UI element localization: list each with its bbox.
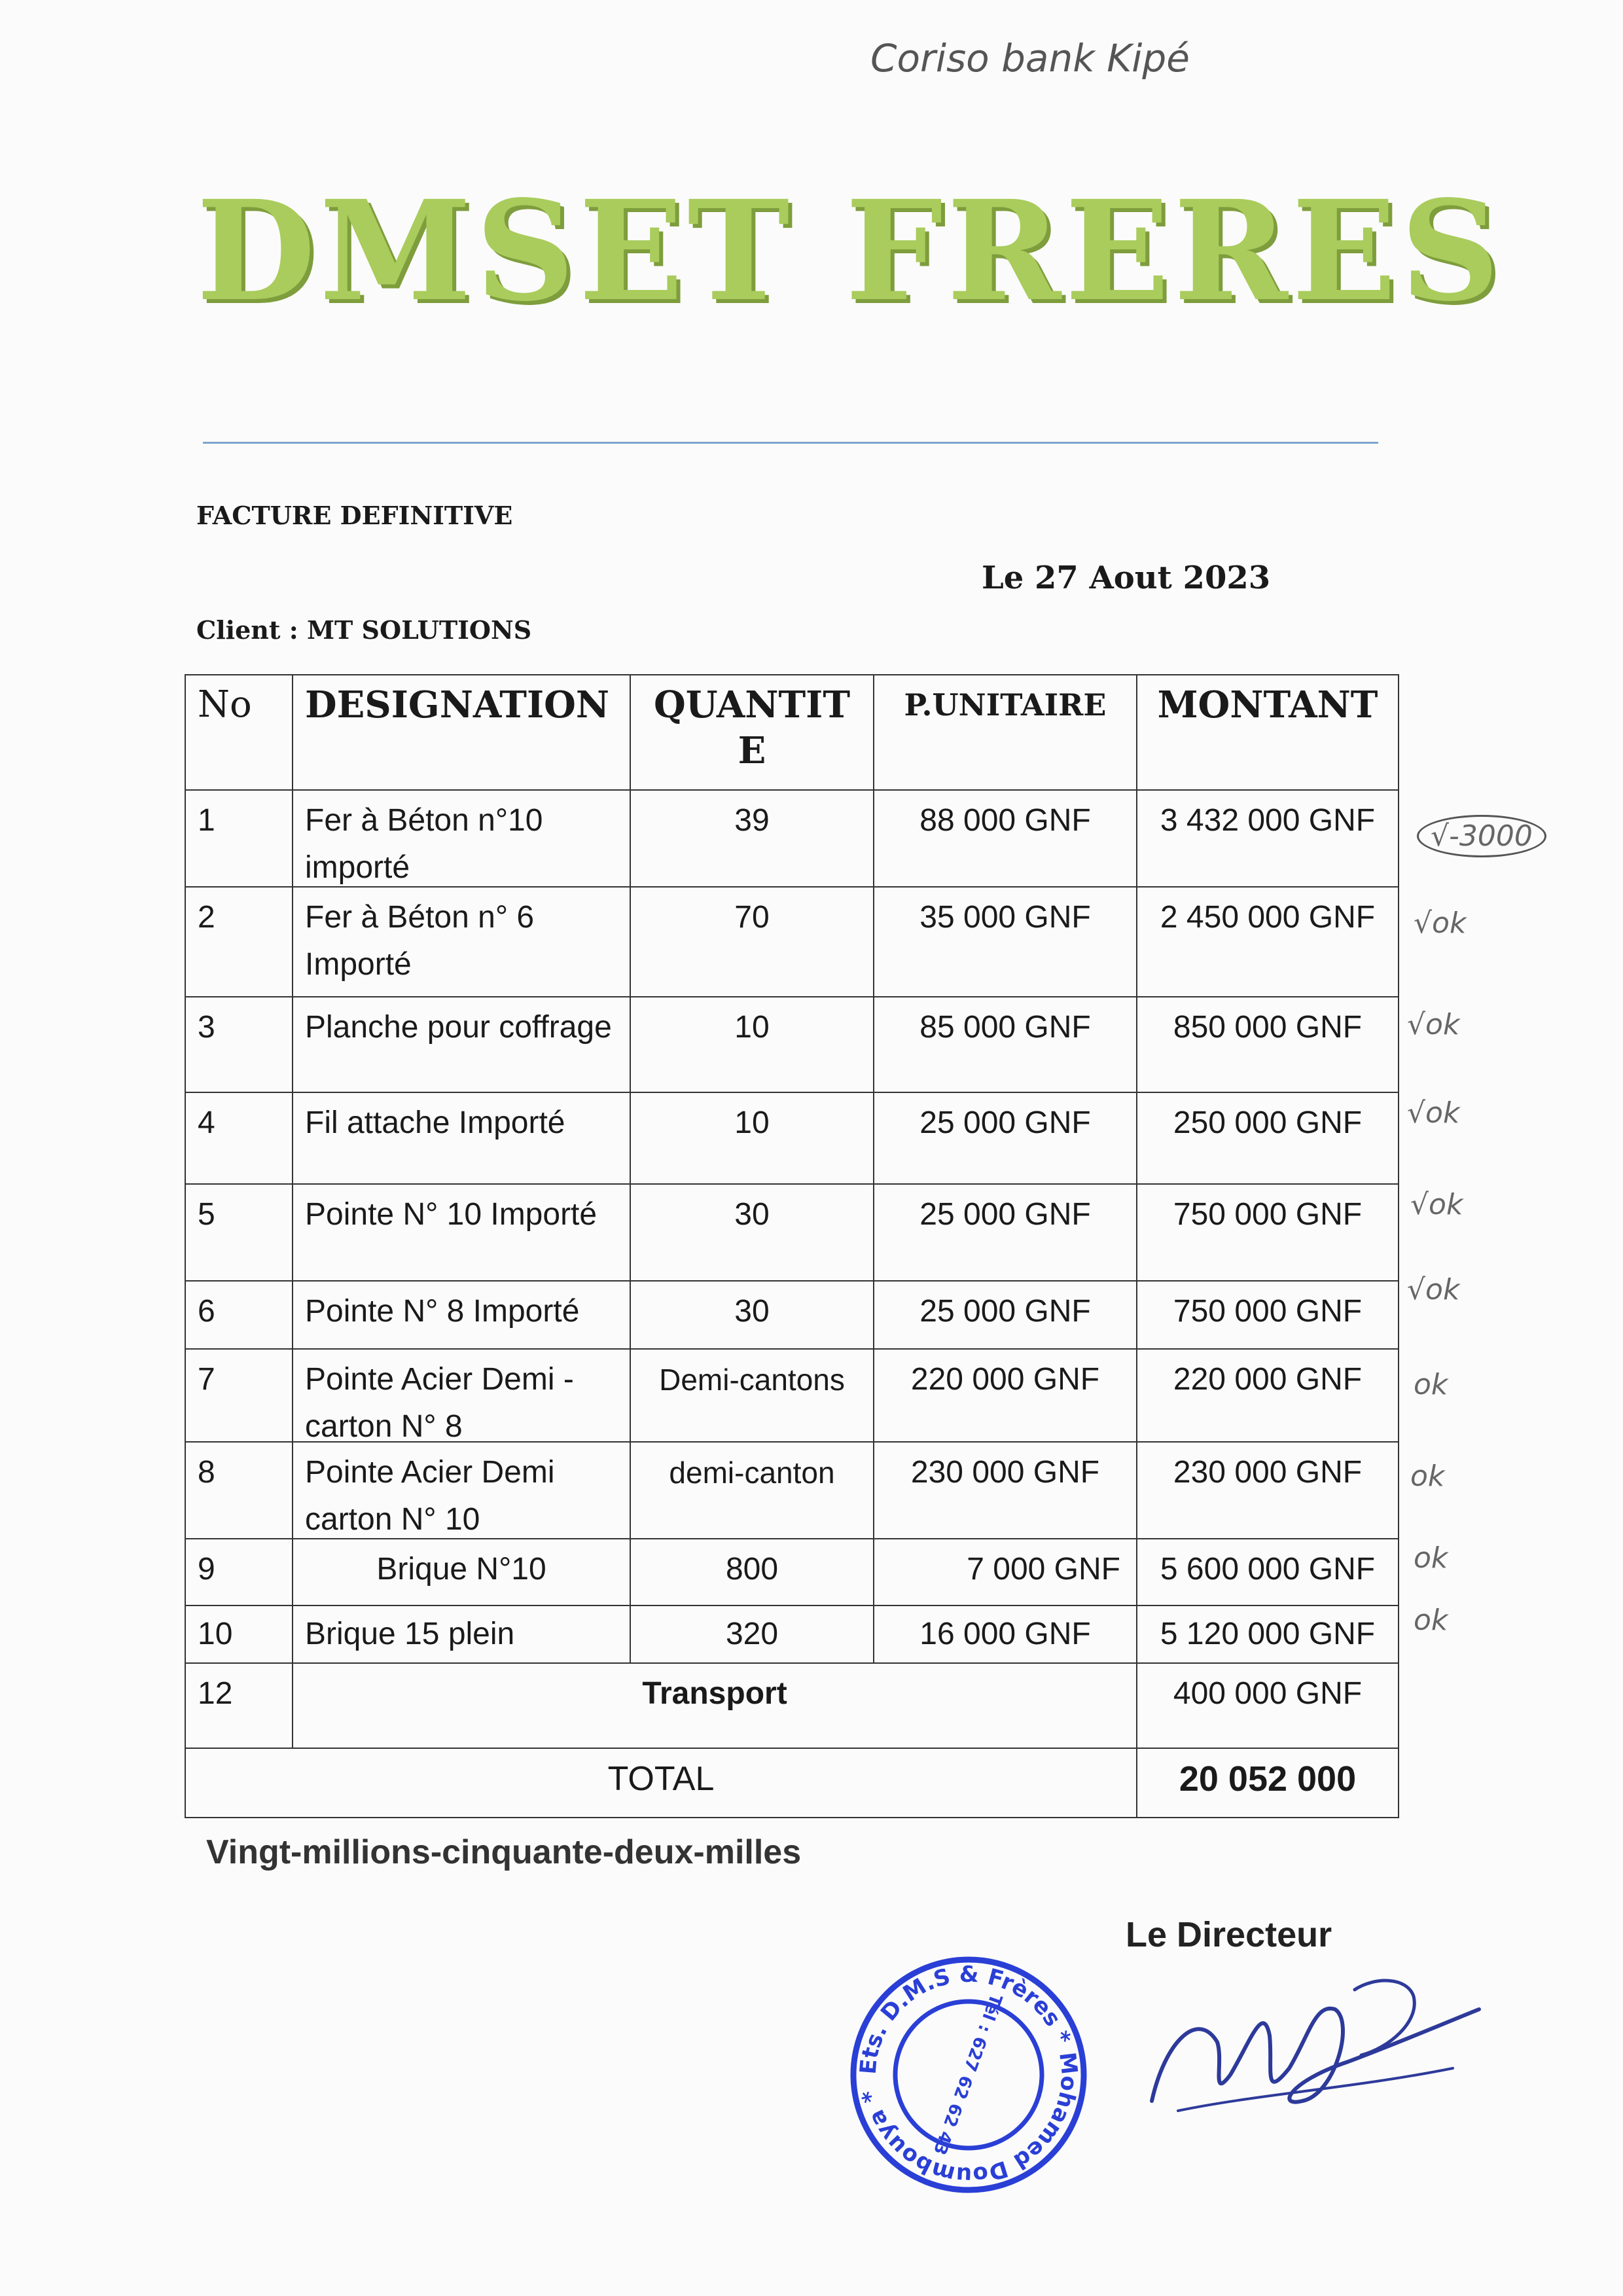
check-mark-row-2: √ok [1414, 906, 1467, 940]
row-2-quantity: 70 [630, 886, 874, 997]
row-4-quantity: 10 [630, 1092, 874, 1185]
row-3-unit-price: 85 000 GNF [873, 996, 1137, 1093]
row-5-amount: 750 000 GNF [1136, 1183, 1399, 1282]
stamp-ring-text: Ets. D.M.S & Frères * Mohamed Doumbouya * [855, 1961, 1082, 2189]
row-7-unit-price: 220 000 GNF [873, 1348, 1137, 1443]
row-6-no: 6 [185, 1280, 293, 1350]
row-6-quantity: 30 [630, 1280, 874, 1350]
row-9-designation: Brique N°10 [292, 1538, 631, 1606]
transport-amount: 400 000 GNF [1136, 1662, 1399, 1749]
row-1-designation: Fer à Béton n°10 importé [292, 789, 631, 888]
check-mark-row-9: ok [1414, 1541, 1448, 1575]
row-10-designation: Brique 15 plein [292, 1605, 631, 1664]
row-2-no: 2 [185, 886, 293, 997]
row-6-designation: Pointe N° 8 Importé [292, 1280, 631, 1350]
row-9-unit-price: 7 000 GNF [873, 1538, 1137, 1606]
row-9-no: 9 [185, 1538, 293, 1606]
row-7-quantity: Demi-cantons [630, 1348, 874, 1443]
check-mark-row-8: ok [1410, 1460, 1445, 1493]
row-7-amount: 220 000 GNF [1136, 1348, 1399, 1443]
row-3-amount: 850 000 GNF [1136, 996, 1399, 1093]
row-6-unit-price: 25 000 GNF [873, 1280, 1137, 1350]
row-8-unit-price: 230 000 GNF [873, 1441, 1137, 1539]
amount-in-words: Vingt-millions-cinquante-deux-milles [206, 1833, 802, 1871]
row-9-quantity: 800 [630, 1538, 874, 1606]
row-8-designation: Pointe Acier Demi carton N° 10 [292, 1441, 631, 1539]
stamp-phone-text: Tél : 627 62 62 43 [929, 1991, 1006, 2158]
transport-label: Transport [292, 1662, 1137, 1749]
check-mark-row-7: ok [1414, 1368, 1448, 1401]
header-quantity: QUANTITE [630, 674, 874, 791]
row-8-quantity: demi-canton [630, 1441, 874, 1539]
row-7-no: 7 [185, 1348, 293, 1443]
row-10-no: 10 [185, 1605, 293, 1664]
transport-no: 12 [185, 1662, 293, 1749]
header-amount: MONTANT [1136, 674, 1399, 791]
check-mark-row-5: √ok [1410, 1188, 1463, 1221]
check-mark-row-10: ok [1414, 1604, 1448, 1637]
row-4-unit-price: 25 000 GNF [873, 1092, 1137, 1185]
row-5-no: 5 [185, 1183, 293, 1282]
check-mark-row-3: √ok [1407, 1008, 1460, 1041]
row-7-designation: Pointe Acier Demi - carton N° 8 [292, 1348, 631, 1443]
handwritten-bank-note: Coriso bank Kipé [870, 36, 1190, 81]
header-no: No [185, 674, 293, 791]
row-3-designation: Planche pour coffrage [292, 996, 631, 1093]
check-mark-row-4: √ok [1407, 1096, 1460, 1130]
row-1-amount: 3 432 000 GNF [1136, 789, 1399, 888]
row-10-unit-price: 16 000 GNF [873, 1605, 1137, 1664]
header-divider [203, 442, 1378, 444]
signatory-title: Le Directeur [1126, 1915, 1332, 1954]
stamp-seal [844, 1950, 1093, 2199]
company-logo: DMSET FRERES [196, 170, 1504, 332]
total-amount: 20 052 000 [1136, 1748, 1399, 1818]
row-5-unit-price: 25 000 GNF [873, 1183, 1137, 1282]
check-mark-row-6: √ok [1407, 1273, 1460, 1306]
row-8-amount: 230 000 GNF [1136, 1441, 1399, 1539]
signature-scrawl [1139, 1964, 1492, 2134]
total-label: TOTAL [185, 1748, 1137, 1818]
row-6-amount: 750 000 GNF [1136, 1280, 1399, 1350]
director-signature [1139, 1964, 1492, 2134]
row-8-no: 8 [185, 1441, 293, 1539]
row-9-amount: 5 600 000 GNF [1136, 1538, 1399, 1606]
row-3-quantity: 10 [630, 996, 874, 1093]
invoice-date: Le 27 Aout 2023 [982, 560, 1271, 596]
document-type: FACTURE DEFINITIVE [196, 501, 513, 530]
row-1-no: 1 [185, 789, 293, 888]
row-4-designation: Fil attache Importé [292, 1092, 631, 1185]
header-unit-price: P.UNITAIRE [873, 674, 1137, 791]
company-stamp [844, 1950, 1093, 2199]
row-2-unit-price: 35 000 GNF [873, 886, 1137, 997]
row-10-amount: 5 120 000 GNF [1136, 1605, 1399, 1664]
row-3-no: 3 [185, 996, 293, 1093]
row-1-quantity: 39 [630, 789, 874, 888]
row-1-unit-price: 88 000 GNF [873, 789, 1137, 888]
check-mark-row-1: √-3000 [1417, 815, 1546, 857]
row-4-no: 4 [185, 1092, 293, 1185]
header-designation: DESIGNATION [292, 674, 631, 791]
row-2-designation: Fer à Béton n° 6 Importé [292, 886, 631, 997]
row-5-quantity: 30 [630, 1183, 874, 1282]
row-2-amount: 2 450 000 GNF [1136, 886, 1399, 997]
row-5-designation: Pointe N° 10 Importé [292, 1183, 631, 1282]
client-name: Client : MT SOLUTIONS [196, 615, 532, 645]
row-4-amount: 250 000 GNF [1136, 1092, 1399, 1185]
row-10-quantity: 320 [630, 1605, 874, 1664]
